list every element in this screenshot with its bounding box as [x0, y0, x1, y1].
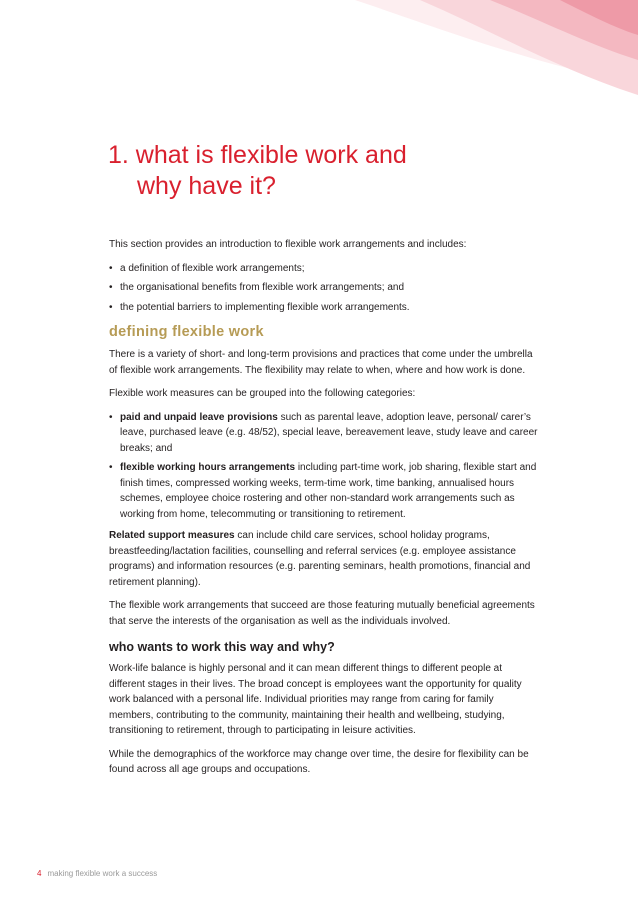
pink-wave-mid [420, 0, 638, 95]
pink-wave-highlight [560, 0, 638, 35]
footer-text: making flexible work a success [47, 869, 158, 878]
list-item-lead: flexible working hours arrangements [120, 462, 296, 473]
list-item [109, 410, 539, 457]
defining-paragraph-1: There is a variety of short- and long-term provisions and practices that come under the umbrella of flexible work arrangements. The flexibility may relate to when, where and how work is done. [109, 349, 533, 376]
defining-paragraph-3: The flexible work arrangements that succeed are those featuring mutually beneficial agreements that serve the interests of the organisation as well as the individuals involved. [109, 600, 535, 627]
categories-list [109, 410, 539, 523]
main-content [109, 237, 539, 786]
section-heading-who: who wants to work this way and why? [109, 640, 335, 654]
pink-wave-back [355, 0, 638, 85]
who-paragraph-2: While the demographics of the workforce may change over time, the desire for flexibility can be found across all age groups and occupations. [109, 748, 529, 775]
defining-paragraph-2: Flexible work measures can be grouped into the following categories: [109, 388, 416, 399]
related-support-text: can include child care services, school holiday programs, breastfeeding/lactation facilities, counselling and referral services (e.g. employee assistance programs) and information resources (e.g. parenting seminars, health promotions, financial and retirement planning). [109, 530, 531, 588]
list-item [109, 460, 539, 522]
who-paragraph-1: Work-life balance is highly personal and it can mean different things to different people at different stages in their lives. The broad concept is employees want the opportunity for quality work balanced with a personal life. Individual priorities may range from caring for family members, contributing to the community, maintaining their health and wellbeing, studying, transitioning to retirement, through to participating in leisure activities. [109, 663, 522, 736]
intro-list [109, 261, 539, 316]
related-support-lead: Related support measures [109, 530, 235, 541]
list-item-text: such as parental leave, adoption leave, personal/ carer’s leave, purchased leave (e.g. 48/52), special leave, bereavement leave, study leave and career breaks; and [120, 411, 538, 454]
page-title [108, 140, 548, 202]
list-item: • a definition of flexible work arrangements; [109, 261, 539, 277]
page-footer [37, 869, 157, 879]
page-number: 4 [37, 869, 42, 878]
related-support-paragraph [109, 528, 539, 590]
page-title-line-2: why have it? [137, 172, 276, 200]
list-item: • the potential barriers to implementing flexible work arrangements. [109, 300, 539, 316]
section-heading-defining: defining flexible work [109, 324, 264, 340]
page-title-line-1: 1. what is flexible work and [108, 141, 407, 169]
list-item: • the organisational benefits from flexible work arrangements; and [109, 280, 539, 296]
intro-paragraph: This section provides an introduction to flexible work arrangements and includes: [109, 239, 467, 250]
pink-wave-front [490, 0, 638, 60]
list-item-text: including part-time work, job sharing, flexible start and finish times, compressed working weeks, term-time work, time banking, annualised hours schemes, employee choice rostering and other non-standard work arrangements such as working from home, telecommuting or transitioning to retirement. [120, 462, 537, 520]
list-item-lead: paid and unpaid leave provisions [120, 411, 278, 423]
